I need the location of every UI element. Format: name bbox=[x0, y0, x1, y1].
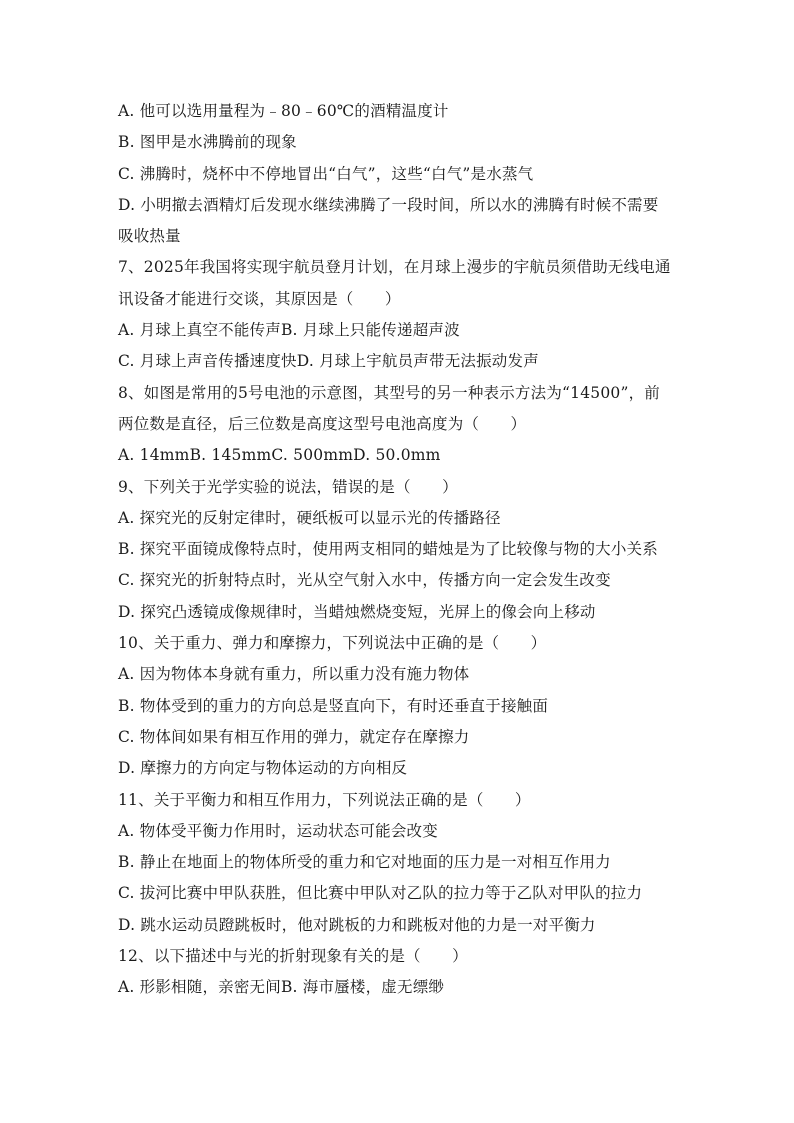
text-line: 吸收热量 bbox=[118, 227, 181, 246]
question-7-stem: 7、2025年我国将实现宇航员登月计划，在月球上漫步的宇航员须借助无线电通 bbox=[118, 258, 671, 277]
text-line: A. 因为物体本身就有重力，所以重力没有施力物体 bbox=[118, 665, 470, 684]
text-line: B. 静止在地面上的物体所受的重力和它对地面的压力是一对相互作用力 bbox=[118, 853, 611, 872]
question-10-stem: 10、关于重力、弹力和摩擦力，下列说法中正确的是（ ） bbox=[118, 634, 547, 653]
text-line: C. 探究光的折射特点时，光从空气射入水中，传播方向一定会发生改变 bbox=[118, 571, 611, 590]
text-line: D. 探究凸透镜成像规律时，当蜡烛燃烧变短，光屏上的像会向上移动 bbox=[118, 602, 596, 621]
text-line: A. 月球上真空不能传声B. 月球上只能传递超声波 bbox=[118, 321, 460, 340]
text-line: C. 沸腾时，烧杯中不停地冒出“白气”，这些“白气”是水蒸气 bbox=[118, 164, 534, 183]
question-9-stem: 9、下列关于光学实验的说法，错误的是（ ） bbox=[118, 477, 458, 496]
question-12-stem: 12、以下描述中与光的折射现象有关的是（ ） bbox=[118, 947, 468, 966]
question-11-stem: 11、关于平衡力和相互作用力，下列说法正确的是（ ） bbox=[118, 790, 531, 809]
text-line: B. 物体受到的重力的方向总是竖直向下，有时还垂直于接触面 bbox=[118, 696, 549, 715]
text-line: 两位数是直径，后三位数是高度这型号电池高度为（ ） bbox=[118, 414, 527, 433]
text-line: A. 14mmB. 145mmC. 500mmD. 50.0mm bbox=[118, 446, 441, 465]
document-page bbox=[118, 96, 678, 1004]
text-line: D. 摩擦力的方向定与物体运动的方向相反 bbox=[118, 759, 408, 778]
text-line: D. 小明撤去酒精灯后发现水继续沸腾了一段时间，所以水的沸腾有时候不需要 bbox=[118, 195, 659, 214]
text-line: A. 物体受平衡力作用时，运动状态可能会改变 bbox=[118, 821, 438, 840]
text-line: A. 他可以选用量程为﹣80﹣60℃的酒精温度计 bbox=[118, 102, 449, 120]
text-line: B. 图甲是水沸腾前的现象 bbox=[118, 133, 297, 152]
question-8-stem: 8、如图是常用的5号电池的示意图，其型号的另一种表示方法为“14500”，前 bbox=[118, 383, 660, 402]
text-line: C. 物体间如果有相互作用的弹力，就定存在摩擦力 bbox=[118, 727, 470, 746]
text-line: B. 探究平面镜成像特点时，使用两支相同的蜡烛是为了比较像与物的大小关系 bbox=[118, 540, 658, 559]
text-line: D. 跳水运动员蹬跳板时，他对跳板的力和跳板对他的力是一对平衡力 bbox=[118, 915, 596, 934]
text-line: A. 形影相随，亲密无间B. 海市蜃楼，虚无缥缈 bbox=[118, 978, 445, 997]
text-line: A. 探究光的反射定律时，硬纸板可以显示光的传播路径 bbox=[118, 508, 501, 527]
text-line: C. 月球上声音传播速度快D. 月球上宇航员声带无法振动发声 bbox=[118, 352, 539, 371]
text-line: 讯设备才能进行交谈，其原因是（ ） bbox=[118, 289, 401, 308]
text-line: C. 拔河比赛中甲队获胜，但比赛中甲队对乙队的拉力等于乙队对甲队的拉力 bbox=[118, 884, 643, 903]
